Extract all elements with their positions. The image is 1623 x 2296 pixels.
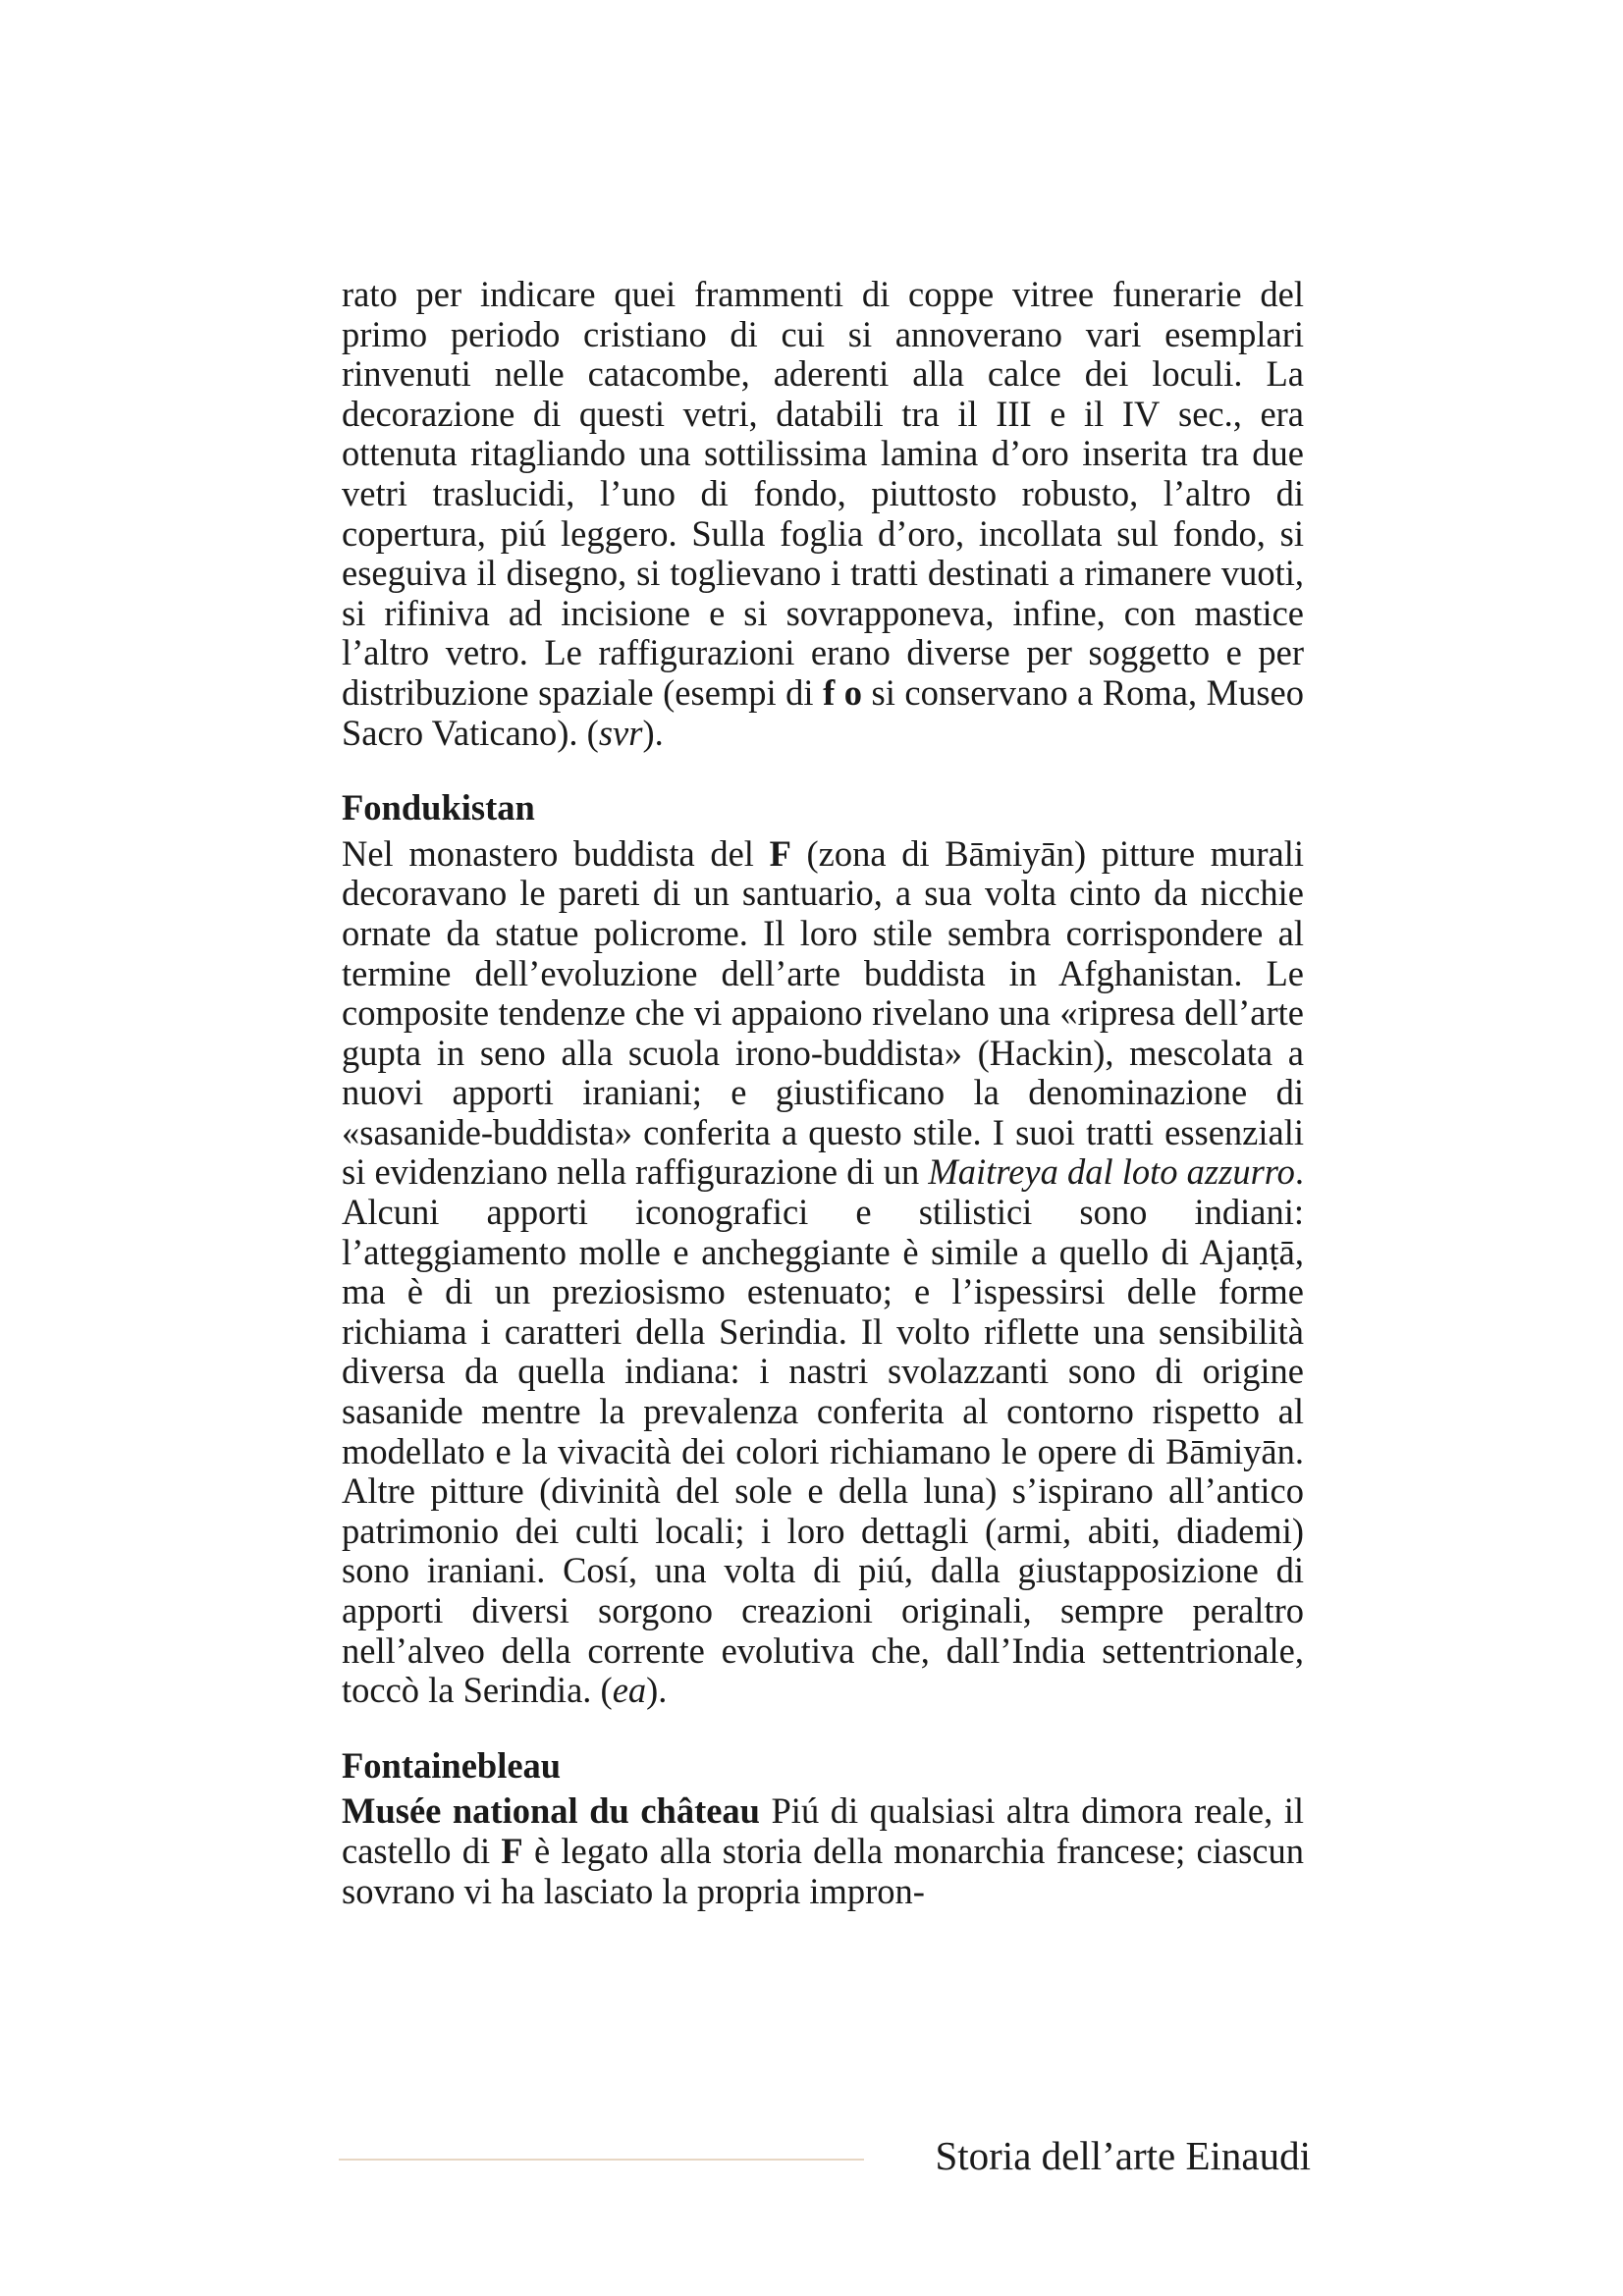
text-run: sec., era ottenuta ritagliando una sottilissima lamina d’oro inserita tra due vetri traslucidi, l’uno di fondo, piuttosto robusto, l’altro di copertura, piú leggero. Sulla foglia d’oro, incollata sul fondo, si eseguiva il disegno, si toglievano i tratti destinati a rimanere vuoti, si rifiniva ad incisione e si sovrapponeva, infine, con mastice l’altro vetro. Le raffigurazioni erano diverse per soggetto e per distribuzione spaziale (esempi di	[342, 393, 1304, 713]
entry-heading-fontainebleau: Fontainebleau	[342, 1744, 562, 1786]
footer-rule	[339, 2159, 864, 2161]
text-run: rato per indicare quei frammenti di coppe vitree funerarie del primo periodo cristiano di cui si annoverano vari esemplari rinvenuti nelle catacombe, aderenti alla calce dei loculi. La decorazione di questi vetri, databili tra il	[342, 274, 1304, 434]
text-run: Piú di qualsiasi altra dimora reale, il castello di	[342, 1790, 1305, 1871]
bold-abbreviation: F	[501, 1830, 523, 1871]
footer-title: Storia dell’arte Einaudi	[935, 2133, 1311, 2178]
text-run: e il	[1031, 393, 1122, 434]
text-run: ).	[646, 1670, 668, 1711]
entry-heading-fondukistan: Fondukistan	[342, 787, 535, 828]
intro-paragraph	[342, 275, 1304, 753]
roman-numeral: III	[996, 393, 1032, 434]
museum-name: Musée national du château	[342, 1790, 760, 1832]
page-body	[342, 275, 1304, 1911]
text-run: è legato alla storia della monarchia francese; ciascun sovrano vi ha lasciato la propria impron-	[342, 1830, 1305, 1911]
fontainebleau-paragraph	[342, 1791, 1304, 1911]
bold-abbreviation: f o	[823, 671, 863, 713]
bold-abbreviation: F	[769, 832, 791, 874]
text-run: (zona di Bāmiyān) pitture murali decoravano le pareti di un santuario, a sua volta cinto da nicchie ornate da statue policrome. Il loro stile sembra corrispondere al termine dell’evoluzione dell’arte buddista in Afghanistan. Le composite tendenze che vi appaiono rivelano una «ripresa dell’arte gupta in seno alla scuola irono-buddista» (Hackin), mescolata a nuovi apporti iraniani; e giustificano la denominazione di «sasanide-buddista» conferita a questo stile. I suoi tratti essenziali si evidenziano nella raffigurazione di un	[342, 832, 1304, 1193]
fondukistan-paragraph	[342, 834, 1304, 1711]
roman-numeral: IV	[1121, 393, 1161, 434]
author-initials: ea	[612, 1670, 647, 1711]
author-initials: svr	[598, 712, 643, 753]
text-run: . Alcuni apporti iconografici e stilistici sono indiani: l’atteggiamento molle e ancheggiante è simile a quello di Ajaṇṭā, ma è di un preziosismo estenuato; e l’ispessirsi delle forme richiama i caratteri della Serindia. Il volto riflette una sensibilità diversa da quella indiana: i nastri svolazzanti sono di origine sasanide mentre la prevalenza conferita al contorno rispetto al modellato e la vivacità dei colori richiamano le opere di Bāmiyān. Altre pitture (divinità del sole e della luna) s’ispirano all’antico patrimonio dei culti locali; i loro dettagli (armi, abiti, diademi) sono iraniani. Cosí, una volta di piú, dalla giustapposizione di apporti diversi sorgono creazioni originali, sempre peraltro nell’alveo della corrente evolutiva che, dall’India settentrionale, toccò la Serindia. (	[342, 1151, 1305, 1711]
text-run: Nel monastero buddista del	[342, 832, 770, 874]
text-run: ).	[642, 712, 664, 753]
artwork-title: Maitreya dal loto azzurro	[928, 1151, 1295, 1193]
text-run: si conservano a Roma, Museo Sacro Vaticano). (	[342, 671, 1304, 753]
